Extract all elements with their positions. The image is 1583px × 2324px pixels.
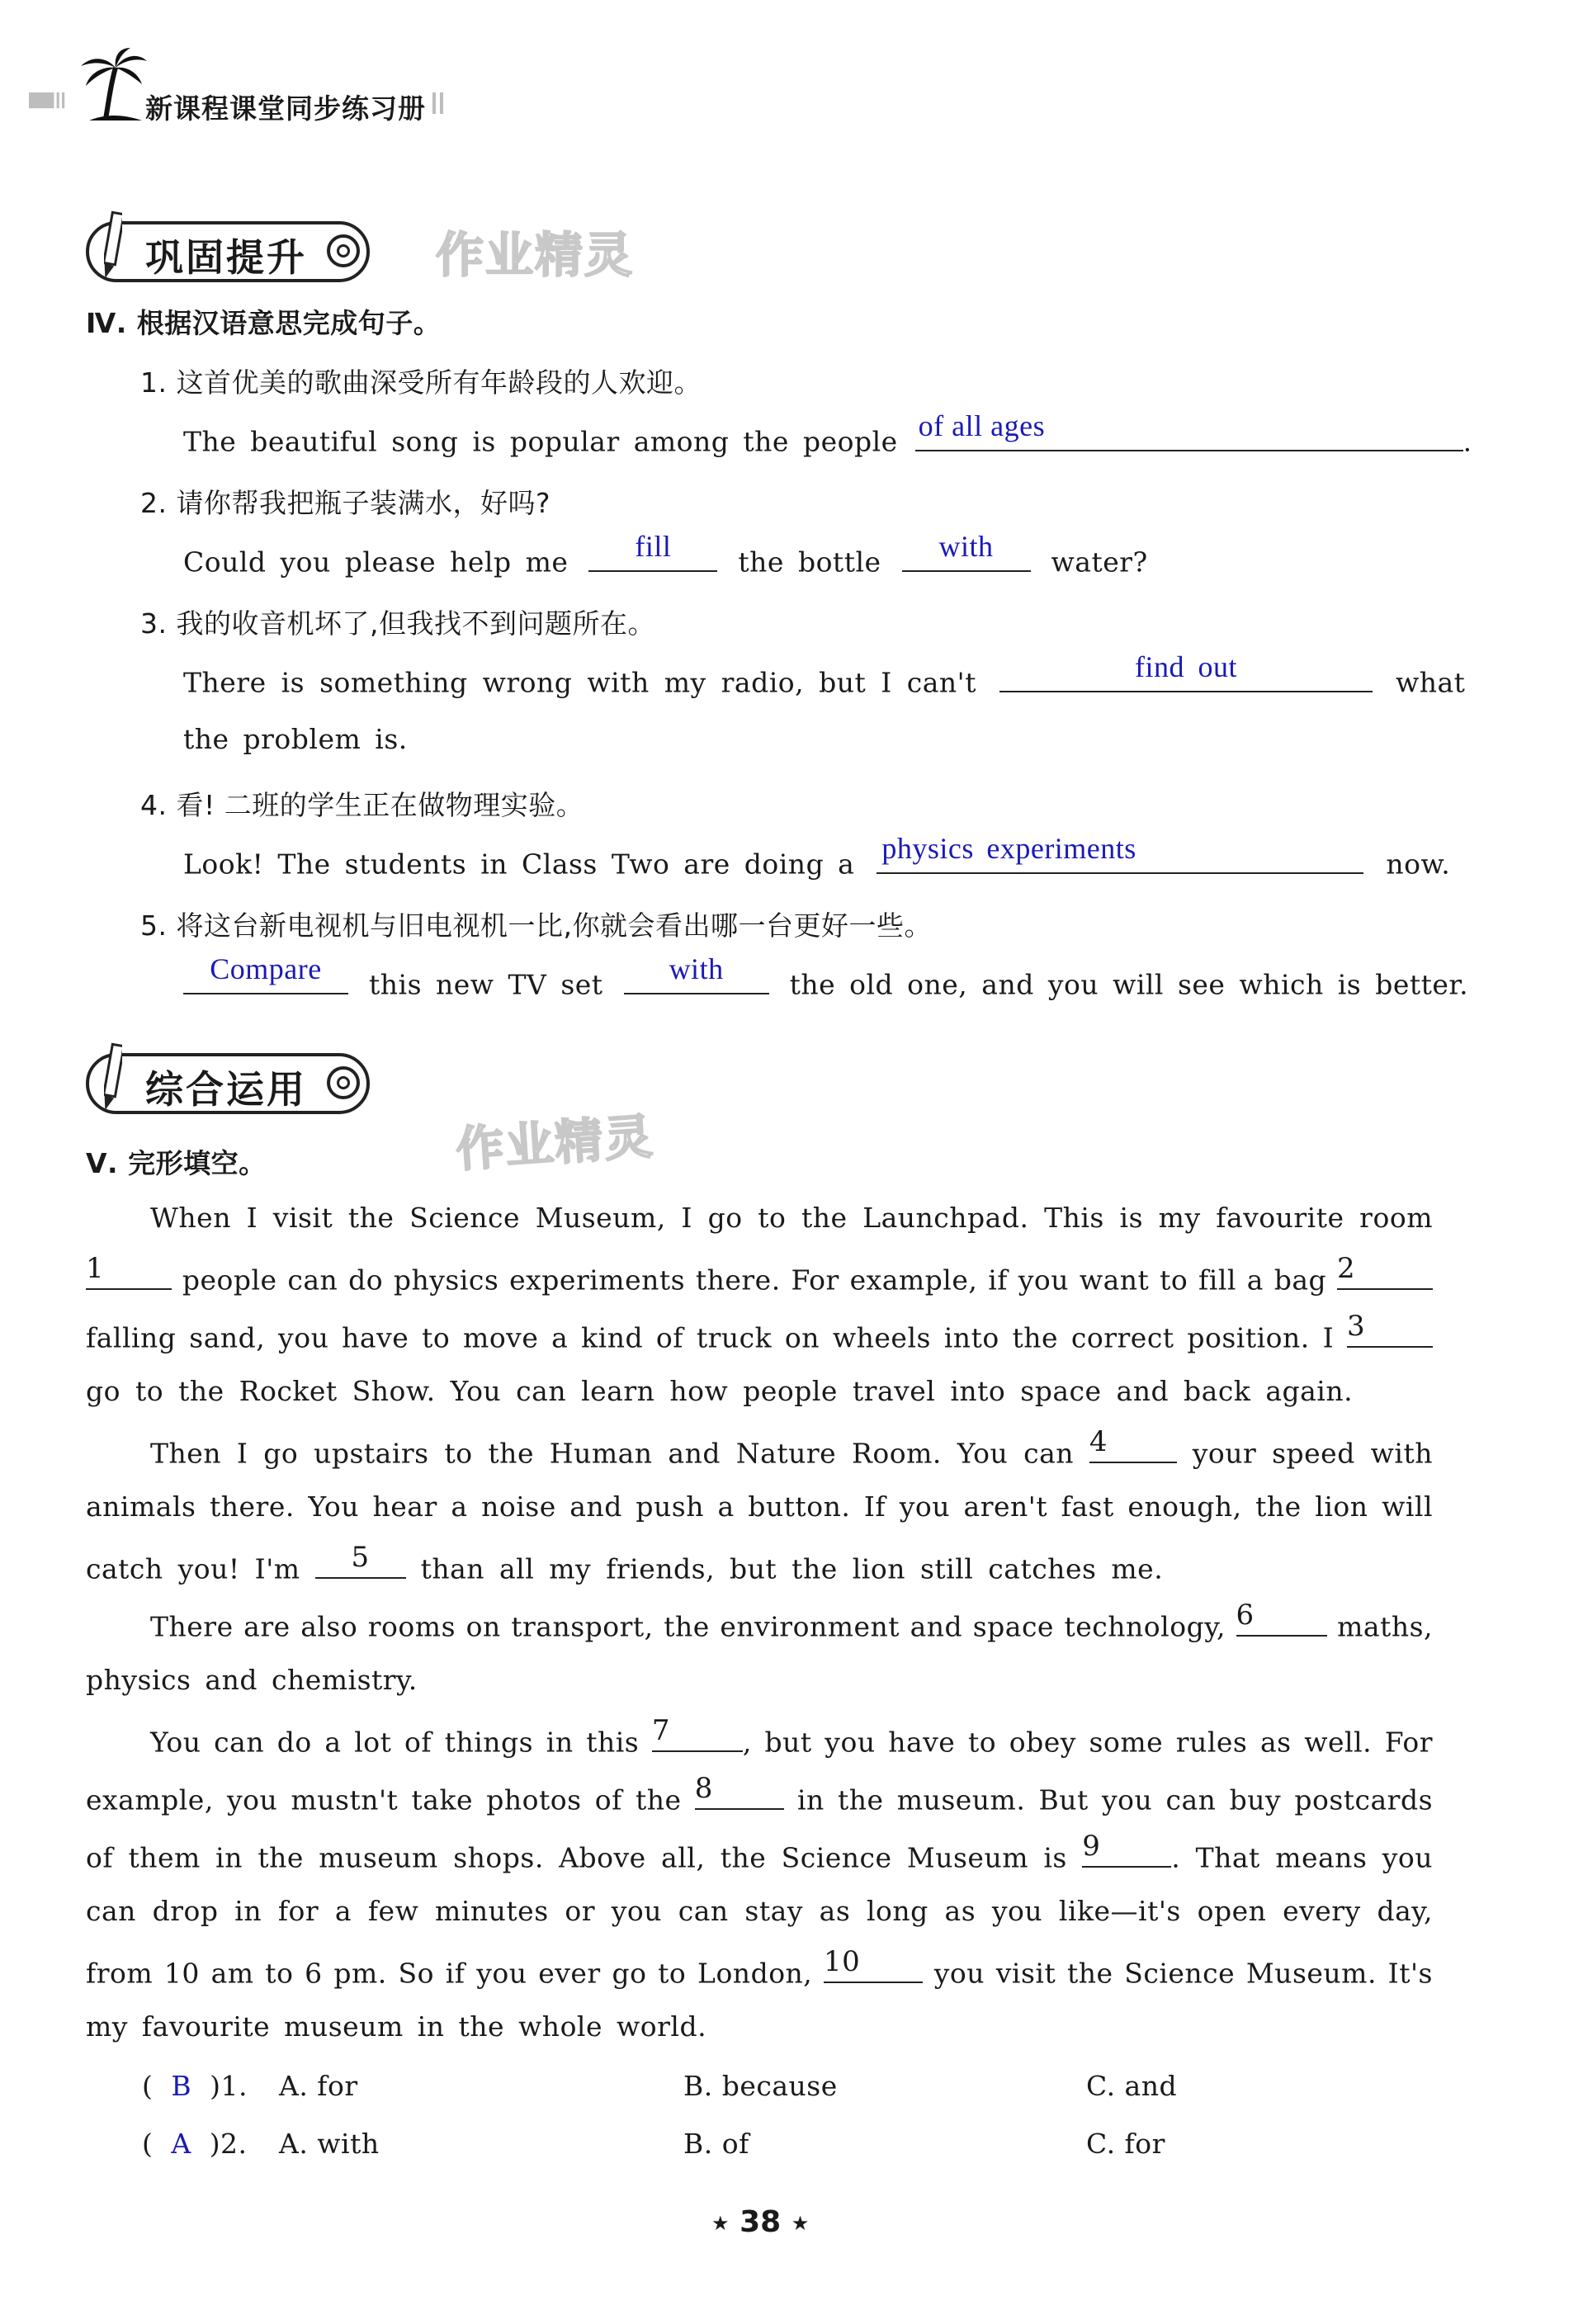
choice-paren: ( A )2. xyxy=(142,2128,248,2160)
p1-line3 xyxy=(86,1309,1433,1354)
cloze-blank-1 xyxy=(86,1251,172,1290)
page-number: 38 xyxy=(740,2205,782,2239)
answer: of all ages xyxy=(918,409,1046,442)
p1-line3-text: falling sand, you have to move a kind of truck on wheels into the correct position. I xyxy=(86,1321,1335,1354)
item2-text-end: water? xyxy=(1051,546,1148,579)
answer: physics experiments xyxy=(881,831,1136,865)
blank-number: 5 xyxy=(351,1540,370,1574)
item3-en-cont: the problem is. xyxy=(183,723,408,755)
item3-cn: 3. 我的收音机坏了,但我找不到问题所在。 xyxy=(140,607,655,640)
p1-line2 xyxy=(86,1251,1433,1297)
cloze-blank-6 xyxy=(1236,1598,1327,1637)
blank-number: 7 xyxy=(651,1713,671,1747)
answer: with xyxy=(669,952,724,985)
choice-b: B. because xyxy=(683,2070,838,2102)
blank-number: 4 xyxy=(1089,1424,1108,1458)
p2-line3 xyxy=(86,1540,1164,1585)
page-footer xyxy=(711,2205,809,2239)
p4-line5 xyxy=(86,1944,1433,1990)
item5-blank2 xyxy=(624,952,769,994)
blank-number: 8 xyxy=(694,1771,713,1805)
watermark: 作业精灵 xyxy=(436,227,635,283)
p1-line1: When I visit the Science Museum, I go to the Launchpad. This is my favourite room xyxy=(150,1202,1433,1234)
answer: with xyxy=(938,529,994,563)
blank-number: 2 xyxy=(1337,1251,1356,1285)
p4-line1 xyxy=(150,1713,1434,1759)
choice-answer: A xyxy=(171,2128,191,2160)
item4-blank xyxy=(877,831,1363,874)
p3-line1-text-a: There are also rooms on transport, the environment and space technology, xyxy=(150,1610,1226,1643)
p2-line3-text-a: catch you! I'm xyxy=(86,1552,300,1585)
cloze-blank-3 xyxy=(1346,1309,1433,1348)
star-icon: ★ xyxy=(711,2212,730,2235)
p4-line2-text-a: example, you mustn't take photos of the xyxy=(86,1783,682,1816)
cloze-blank-2 xyxy=(1337,1251,1433,1290)
p4-line3-text-b: . That means you xyxy=(1171,1841,1434,1874)
p2-line1-text-b: your speed with xyxy=(1192,1437,1433,1470)
p4-line2 xyxy=(86,1771,1434,1816)
part4-heading: Ⅳ. 根据汉语意思完成句子。 xyxy=(86,307,442,339)
choice-number: )1. xyxy=(210,2070,248,2102)
watermark: 作业精灵 xyxy=(454,1108,656,1179)
item1-en xyxy=(183,409,1472,458)
pencil-icon xyxy=(104,1042,122,1112)
item3-blank xyxy=(999,649,1373,692)
pencil-icon xyxy=(104,210,122,281)
cloze-blank-4 xyxy=(1089,1424,1177,1463)
blank-number: 1 xyxy=(86,1251,105,1285)
cloze-blank-5 xyxy=(315,1540,406,1579)
p3-line1 xyxy=(150,1598,1433,1643)
item1-text: The beautiful song is popular among the people xyxy=(183,425,898,458)
item2-text-a: Could you please help me xyxy=(183,546,569,579)
item3-text-b: what xyxy=(1396,666,1466,699)
item2-blank2 xyxy=(902,529,1031,572)
choice-a: A. with xyxy=(279,2128,380,2160)
item5-cn: 5. 将这台新电视机与旧电视机一比,你就会看出哪一台更好一些。 xyxy=(140,909,932,942)
star-icon: ★ xyxy=(791,2212,810,2235)
item3-en xyxy=(183,649,1466,699)
item4-text-end: now. xyxy=(1386,848,1451,881)
choice-c: C. for xyxy=(1086,2128,1165,2160)
item4-en xyxy=(183,831,1451,881)
answer: find out xyxy=(1135,649,1237,683)
book-title: 新课程课堂同步练习册 xyxy=(145,92,426,125)
item2-blank1 xyxy=(588,529,717,572)
blank-number: 10 xyxy=(824,1944,861,1978)
item3-text-a: There is something wrong with my radio, but I can't xyxy=(183,666,976,699)
p2-line1-text-a: Then I go upstairs to the Human and Nature Room. You can xyxy=(150,1437,1075,1470)
p4-line3-text-a: of them in the museum shops. Above all, the Science Museum is xyxy=(86,1841,1067,1874)
punct: . xyxy=(1463,425,1472,458)
section-tag-label: 巩固提升 xyxy=(145,235,307,280)
item2-text-b: the bottle xyxy=(738,546,881,579)
choice-number: )2. xyxy=(209,2128,248,2160)
item5-text-b: the old one, and you will see which is better. xyxy=(789,968,1469,1001)
p2-line1 xyxy=(150,1424,1433,1470)
p4-line4: can drop in for a few minutes or you can stay as long as you like—it's open every day, xyxy=(86,1895,1433,1927)
p4-line1-text-a: You can do a lot of things in this xyxy=(150,1726,640,1759)
cloze-blank-8 xyxy=(694,1771,784,1810)
part5-heading: Ⅴ. 完形填空。 xyxy=(86,1147,267,1179)
item1-cn: 1. 这首优美的歌曲深受所有年龄段的人欢迎。 xyxy=(140,366,702,399)
choice-paren: ( B )1. xyxy=(142,2070,248,2102)
choice-b: B. of xyxy=(683,2128,749,2160)
item5-en xyxy=(183,952,1469,1001)
cloze-blank-9 xyxy=(1082,1829,1171,1868)
palm-tree-icon xyxy=(73,48,149,122)
section-tag-consolidate xyxy=(86,221,370,282)
choice-answer: B xyxy=(171,2070,192,2102)
section-tag-label: 综合运用 xyxy=(145,1067,307,1112)
item4-cn: 4. 看! 二班的学生正在做物理实验。 xyxy=(140,789,584,821)
cloze-blank-7 xyxy=(651,1713,743,1752)
p4-line3 xyxy=(86,1829,1434,1874)
choice-a: A. for xyxy=(279,2070,358,2102)
section-tag-comprehensive xyxy=(86,1053,370,1114)
item1-blank xyxy=(915,409,1463,451)
ring-icon xyxy=(327,1066,360,1099)
item2-en xyxy=(183,529,1148,579)
header-title-bars xyxy=(431,92,447,116)
item5-text-a: this new TV set xyxy=(369,968,603,1001)
p4-line6: my favourite museum in the whole world. xyxy=(86,2010,707,2043)
p3-line1-text-b: maths, xyxy=(1337,1610,1433,1643)
p2-line2: animals there. You hear a noise and push a button. If you aren't fast enough, the lion will xyxy=(86,1490,1433,1523)
p4-line5-text-b: you visit the Science Museum. It's xyxy=(933,1957,1433,1990)
p4-line5-text-a: from 10 am to 6 pm. So if you ever go to London, xyxy=(86,1957,813,1990)
p2-line3-text-b: than all my friends, but the lion still catches me. xyxy=(420,1552,1164,1585)
answer: Compare xyxy=(210,952,322,985)
blank-number: 6 xyxy=(1236,1598,1255,1632)
p3-line2: physics and chemistry. xyxy=(86,1664,418,1696)
p4-line2-text-b: in the museum. But you can buy postcards xyxy=(797,1783,1434,1816)
item5-blank1 xyxy=(183,952,348,994)
p4-line1-text-b: , but you have to obey some rules as well. For xyxy=(742,1726,1434,1759)
p1-line4: go to the Rocket Show. You can learn how people travel into space and back again. xyxy=(86,1375,1354,1407)
p1-line2-text: people can do physics experiments there. For example, if you want to fill a bag xyxy=(182,1264,1327,1297)
answer: fill xyxy=(635,529,672,563)
blank-number: 9 xyxy=(1082,1829,1101,1863)
item2-cn: 2. 请你帮我把瓶子装满水，好吗? xyxy=(140,487,551,519)
cloze-blank-10 xyxy=(824,1944,923,1983)
blank-number: 3 xyxy=(1346,1309,1366,1343)
ring-icon xyxy=(327,234,360,267)
choice-c: C. and xyxy=(1086,2070,1178,2102)
item4-text-a: Look! The students in Class Two are doing a xyxy=(183,848,855,881)
